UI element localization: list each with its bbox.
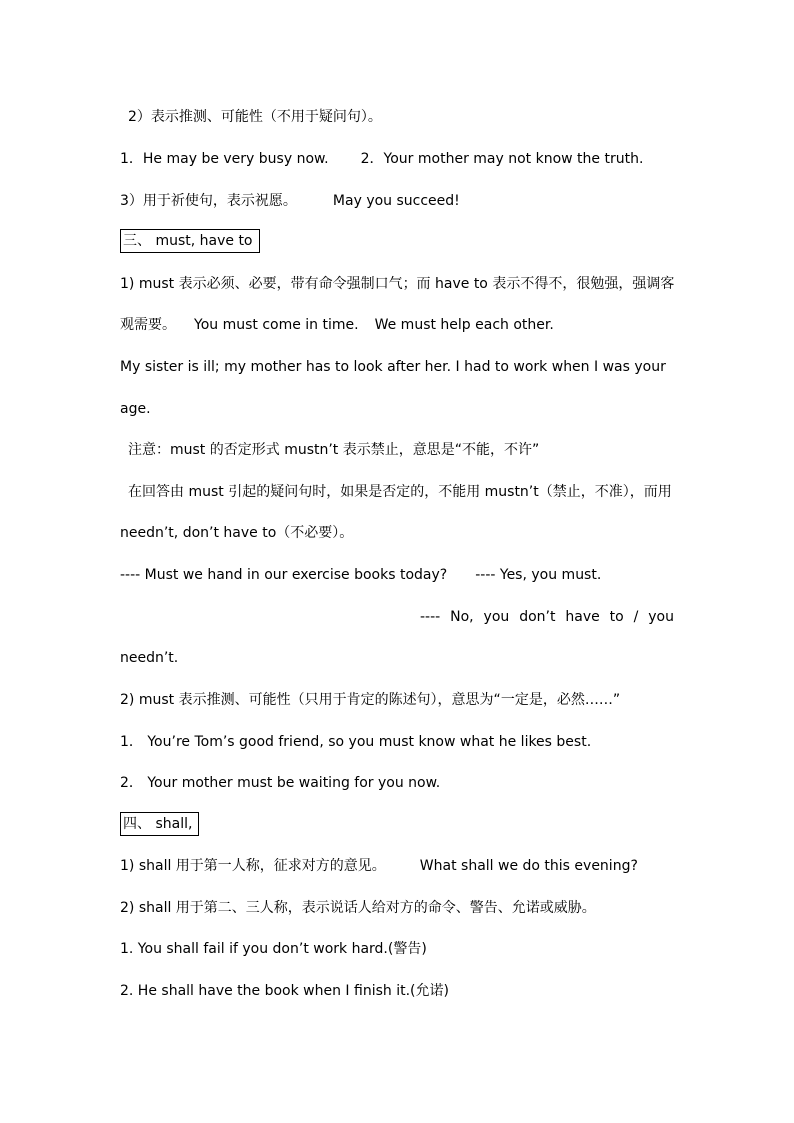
- shall-example-1-text: 1. You shall fail if you don’t work hard.(警告): [120, 941, 427, 957]
- dialog-answer-no: [420, 608, 674, 626]
- must-examples: [120, 316, 676, 334]
- shall-example-2: [120, 982, 676, 1000]
- shall-example-1: [120, 940, 676, 958]
- must-inference-example-2-text: 2． Your mother must be waiting for you now.: [120, 775, 441, 791]
- may-example-2: 2．Your mother may not know the truth.: [360, 151, 644, 167]
- may-point-3-example: May you succeed!: [332, 193, 460, 209]
- have-to-example: [120, 358, 676, 376]
- must-point-1: [120, 275, 676, 293]
- dialog-question-text: ---- Must we hand in our exercise books today?: [120, 567, 448, 583]
- have-to-example-cont: [120, 400, 676, 418]
- must-answer-rule-cont: [120, 524, 676, 542]
- section-heading-must-box: 三、 must, have to: [120, 229, 260, 253]
- section-heading-shall: [120, 812, 676, 836]
- must-note: [128, 441, 684, 459]
- section-heading-must: [120, 229, 676, 253]
- may-examples: [120, 150, 676, 168]
- must-inference-example-1-text: 1． You’re Tom’s good friend, so you must know what he likes best.: [120, 734, 592, 750]
- must-point-1-cont: 观需要。: [120, 317, 176, 333]
- dialog-answer-no-text: ---- No, you don’t have to / you: [420, 609, 674, 625]
- dialog-answer-yes: ---- Yes, you must.: [475, 567, 602, 583]
- may-example-1: 1．He may be very busy now.: [120, 151, 329, 167]
- must-note-text: 注意：must 的否定形式 mustn’t 表示禁止，意思是“不能，不许”: [128, 442, 540, 458]
- section-heading-shall-box: 四、 shall,: [120, 812, 199, 836]
- shall-example-2-text: 2. He shall have the book when I finish it.(允诺): [120, 983, 449, 999]
- must-point-2-text: 2) must 表示推测、可能性（只用于肯定的陈述句），意思为“一定是，必然……”: [120, 692, 621, 708]
- dialog-answer-no-cont-text: needn’t.: [120, 650, 179, 666]
- may-point-2: [128, 108, 684, 126]
- must-point-1-text: 1) must 表示必须、必要，带有命令强制口气；而 have to 表示不得不，很勉强，强调客: [120, 276, 675, 292]
- dialog-answer-no-cont: [120, 649, 676, 667]
- dialog-question: [120, 566, 676, 584]
- must-point-2: [120, 691, 676, 709]
- shall-point-2-text: 2) shall 用于第二、三人称，表示说话人给对方的命令、警告、允诺或威胁。: [120, 900, 596, 916]
- must-inference-example-2: [120, 774, 676, 792]
- shall-point-1: [120, 857, 676, 875]
- shall-point-1-text: 1) shall 用于第一人称，征求对方的意见。: [120, 858, 386, 874]
- must-example-2: We must help each other.: [374, 317, 554, 333]
- shall-point-2: [120, 899, 676, 917]
- must-inference-example-1: [120, 733, 676, 751]
- have-to-example-cont-text: age.: [120, 401, 151, 417]
- may-point-2-text: 2）表示推测、可能性（不用于疑问句）。: [128, 109, 382, 125]
- must-example-1: You must come in time.: [194, 317, 359, 333]
- may-point-3: [120, 192, 676, 210]
- may-point-3-text: 3）用于祈使句，表示祝愿。: [120, 193, 297, 209]
- shall-point-1-example: What shall we do this evening?: [419, 858, 638, 874]
- must-answer-rule-text: 在回答由 must 引起的疑问句时，如果是否定的，不能用 mustn’t（禁止，不准），而用: [128, 484, 672, 500]
- must-answer-rule: [128, 483, 684, 501]
- must-answer-rule-cont-text: needn’t, don’t have to（不必要）。: [120, 525, 354, 541]
- have-to-example-text: My sister is ill; my mother has to look after her. I had to work when I was your: [120, 359, 666, 375]
